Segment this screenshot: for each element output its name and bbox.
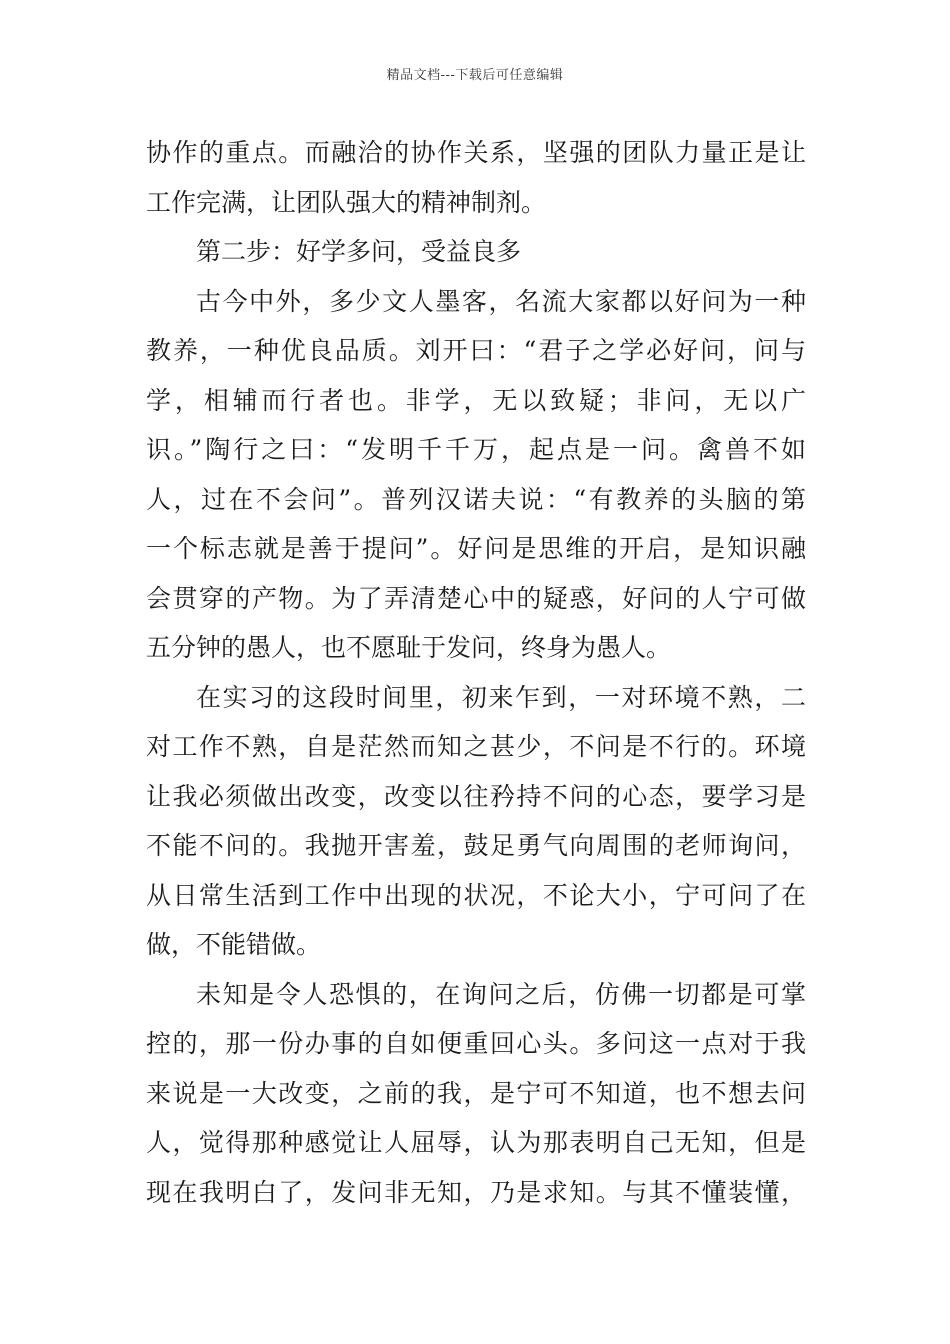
page-header: 精品文档---下载后可任意编辑 (386, 68, 564, 83)
text-line: 人，过在不会问”。普列汉诺夫说：“有教养的头脑的第 (146, 484, 806, 514)
heading-line: 第二步：好学多问，受益良多 (196, 237, 522, 266)
text-line: 做，不能错做。 (146, 930, 322, 959)
text-line: 识。”陶行之曰：“发明千千万，起点是一问。禽兽不如 (146, 435, 806, 464)
text-line: 五分钟的愚人，也不愿耻于发问，终身为愚人。 (146, 633, 672, 662)
text-line: 从日常生活到工作中出现的状况，不论大小，宁可问了在 (146, 880, 806, 910)
text-line: 一个标志就是善于提问”。好问是思维的开启，是知识融 (146, 534, 806, 563)
text-line: 教养，一种优良品质。刘开曰：“君子之学必好问，问与 (146, 336, 806, 365)
text-line: 协作的重点。而融洽的协作关系，坚强的团队力量正是让 (146, 138, 806, 167)
text-line: 人，觉得那种感觉让人屈辱，认为那表明自己无知，但是 (146, 1128, 806, 1157)
text-line: 对工作不熟，自是茫然而知之甚少，不问是不行的。环境 (146, 732, 806, 761)
text-line: 控的，那一份办事的自如便重回心头。多问这一点对于我 (146, 1029, 806, 1058)
text-line: 古今中外，多少文人墨客，名流大家都以好问为一种 (196, 286, 806, 316)
text-line: 学，相辅而行者也。非学，无以致疑；非问，无以广 (146, 385, 806, 415)
text-line: 让我必须做出改变，改变以往矜持不问的心态，要学习是 (146, 781, 806, 811)
text-line: 来说是一大改变，之前的我，是宁可不知道，也不想去问 (146, 1078, 806, 1108)
paragraph (146, 673, 806, 970)
text-line: 现在我明白了，发问非无知，乃是求知。与其不懂装懂， (146, 1177, 806, 1207)
text-line: 会贯穿的产物。为了弄清楚心中的疑惑，好问的人宁可做 (146, 583, 806, 613)
section-heading (146, 227, 806, 277)
paragraph (146, 128, 806, 227)
text-line: 工作完满，让团队强大的精神制剂。 (146, 187, 547, 217)
paragraph (146, 277, 806, 673)
text-line: 在实习的这段时间里，初来乍到，一对环境不熟，二 (196, 682, 806, 712)
text-line: 未知是令人恐惧的，在询问之后，仿佛一切都是可掌 (196, 979, 806, 1009)
document-body (146, 128, 806, 1217)
text-line: 不能不问的。我抛开害羞，鼓足勇气向周围的老师询问， (146, 831, 806, 860)
paragraph (146, 970, 806, 1218)
